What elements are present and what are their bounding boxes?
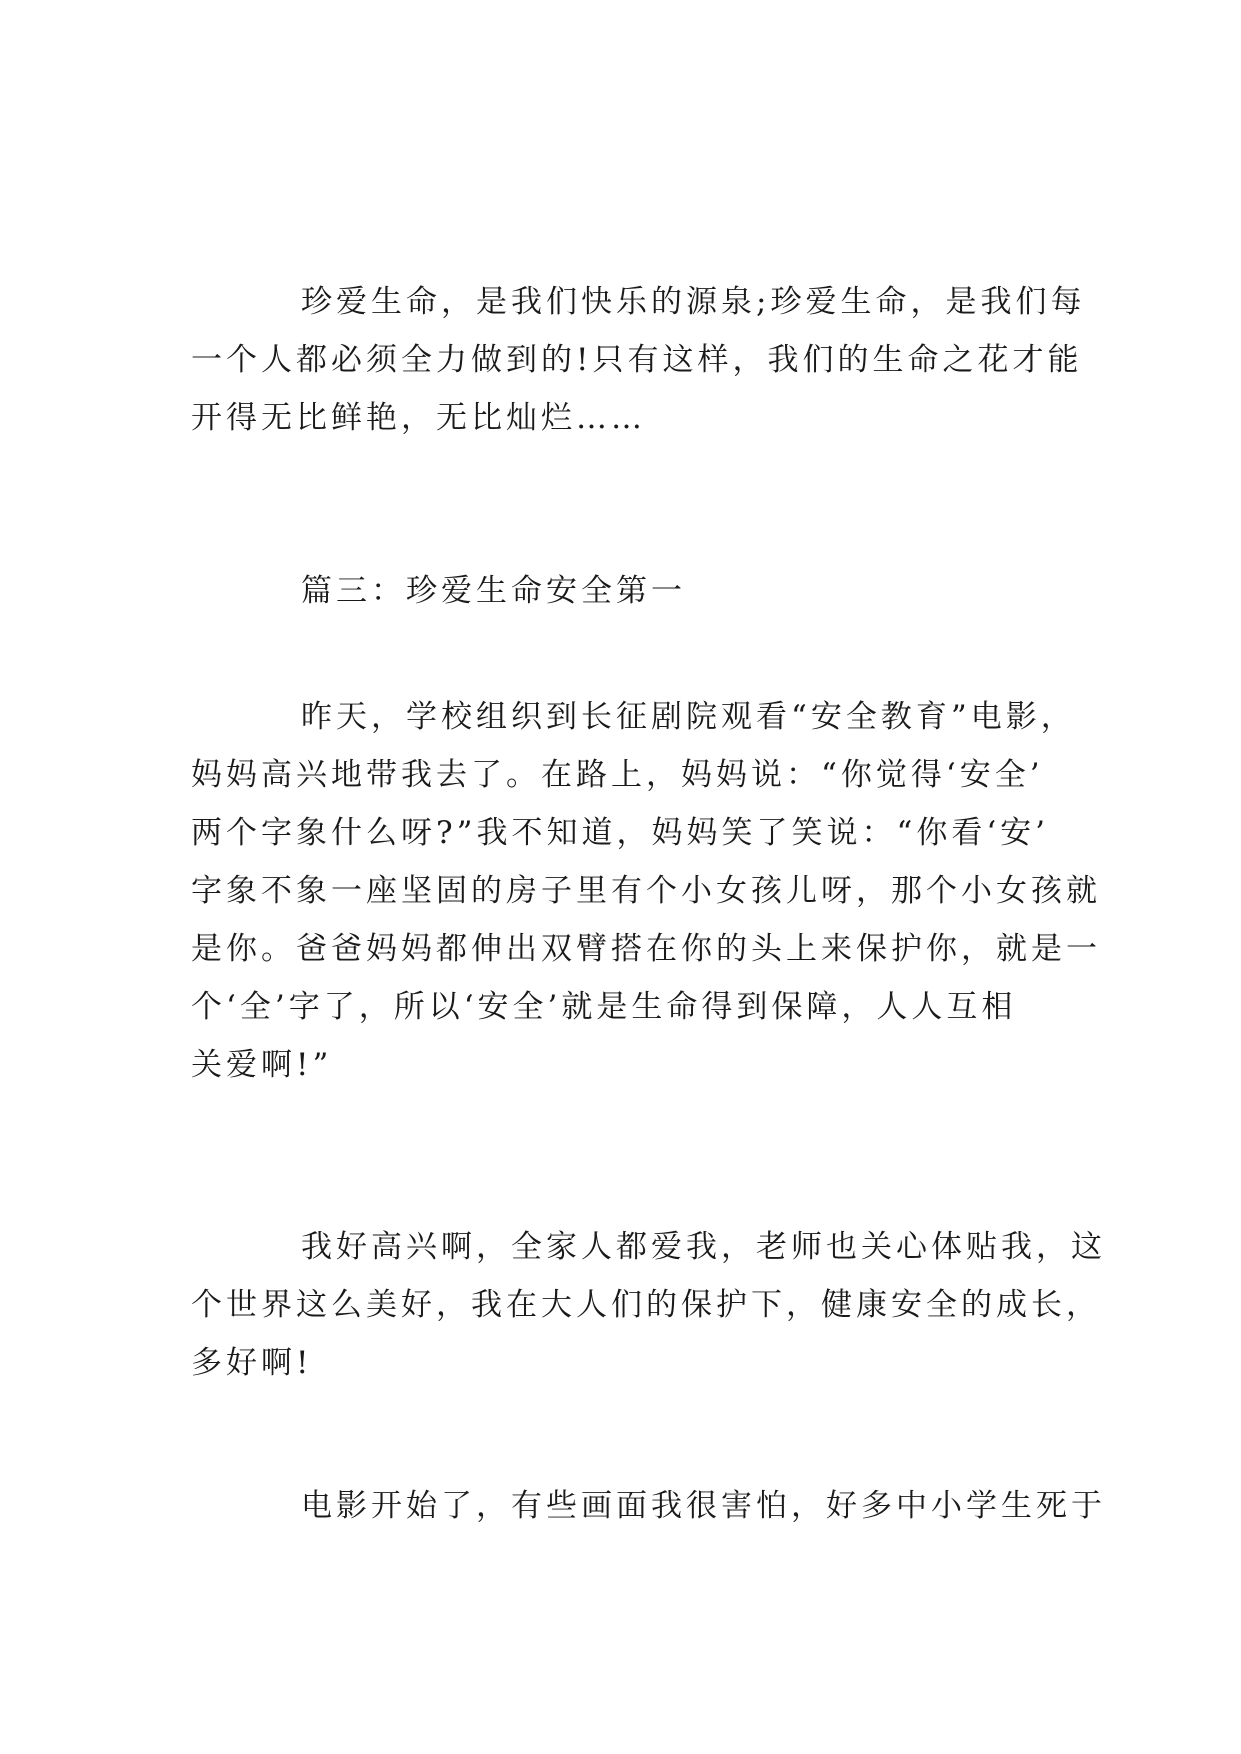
text-line: 我好高兴啊，全家人都爱我，老师也关心体贴我，这 <box>301 1229 1106 1265</box>
text-line: 关爱啊!” <box>191 1047 333 1083</box>
text-line: 电影开始了，有些画面我很害怕，好多中小学生死于 <box>301 1488 1106 1524</box>
text-line: 开得无比鲜艳，无比灿烂…… <box>191 400 646 436</box>
section-title: 篇三：珍爱生命安全第一 <box>301 573 686 609</box>
text-line: 珍爱生命，是我们快乐的源泉;珍爱生命，是我们每 <box>301 284 1086 320</box>
section-heading <box>191 562 1051 620</box>
text-line: 个‘全’字了，所以‘安全’就是生命得到保障，人人互相 <box>191 989 1017 1025</box>
text-line: 妈妈高兴地带我去了。在路上，妈妈说：“你觉得‘安全’ <box>191 757 1044 793</box>
text-line: 两个字象什么呀?”我不知道，妈妈笑了笑说：“你看‘安’ <box>191 815 1050 851</box>
paragraph-happy <box>191 1218 1106 1392</box>
paragraph-yesterday <box>191 688 1101 1094</box>
paragraph-movie-start <box>191 1477 1106 1535</box>
text-line: 个世界这么美好，我在大人们的保护下，健康安全的成长， <box>191 1287 1101 1323</box>
text-line: 是你。爸爸妈妈都伸出双臂搭在你的头上来保护你，就是一 <box>191 931 1101 967</box>
paragraph-cherish-life <box>191 273 1086 447</box>
text-line: 一个人都必须全力做到的!只有这样，我们的生命之花才能 <box>191 342 1083 378</box>
text-line: 字象不象一座坚固的房子里有个小女孩儿呀，那个小女孩就 <box>191 873 1101 909</box>
text-line: 多好啊! <box>191 1345 313 1381</box>
text-line: 昨天，学校组织到长征剧院观看“安全教育”电影， <box>301 699 1076 735</box>
